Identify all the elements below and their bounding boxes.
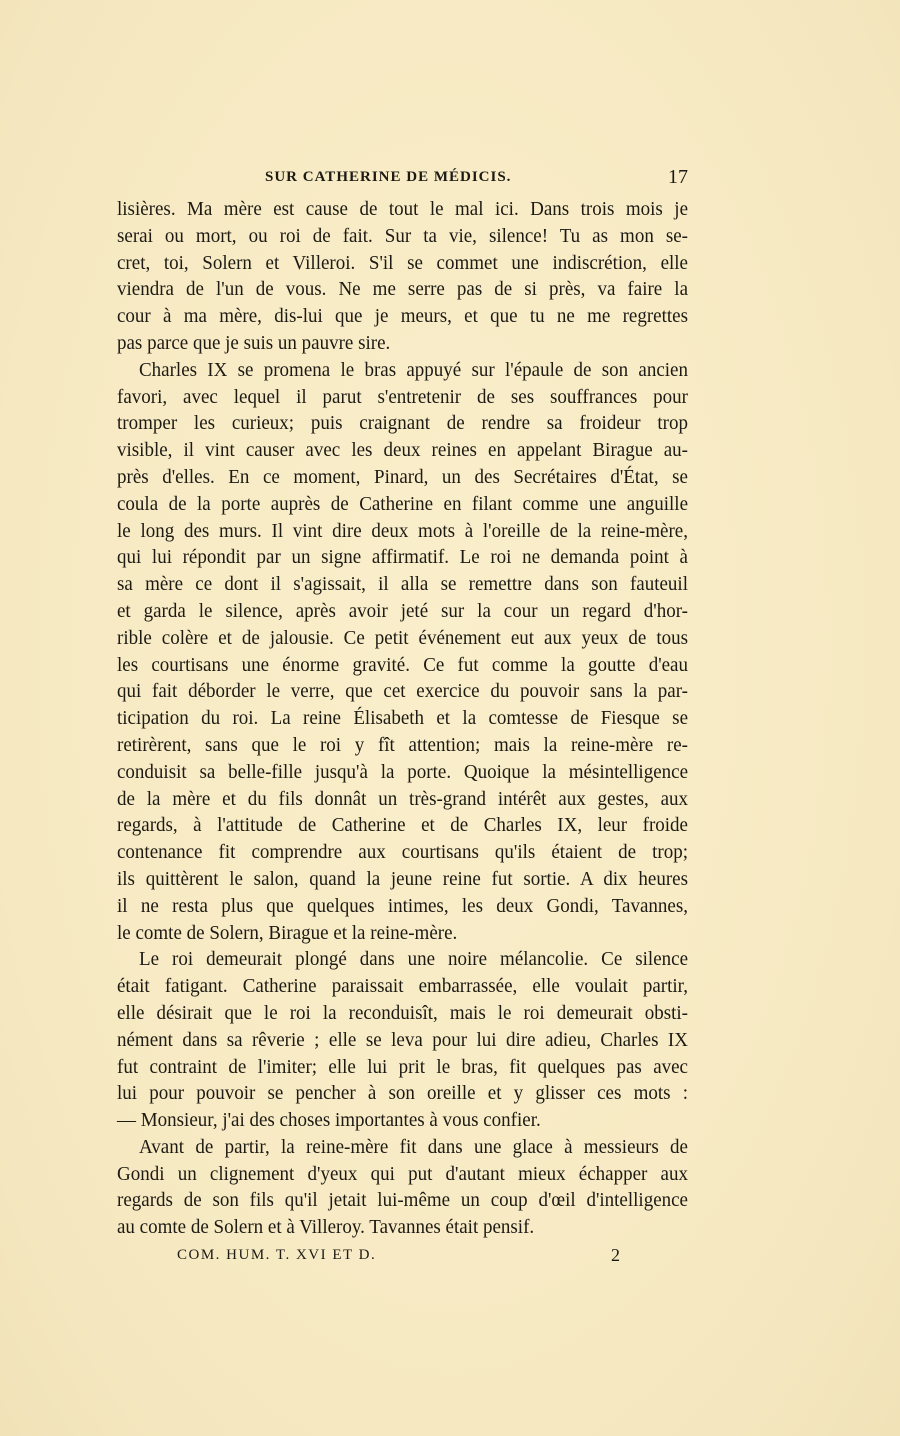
text-line: coula de la porte auprès de Catherine en filant comme une anguille (117, 493, 688, 516)
running-header (117, 166, 688, 190)
text-line: près d'elles. En ce moment, Pinard, un des Secrétaires d'État, se (117, 466, 688, 489)
text-line: retirèrent, sans que le roi y fît attention; mais la reine-mère re- (117, 734, 688, 757)
text-line: Avant de partir, la reine-mère fit dans une glace à messieurs de (139, 1136, 688, 1159)
text-line: Gondi un clignement d'yeux qui put d'autant mieux échapper aux (117, 1163, 688, 1186)
text-line: rible colère et de jalousie. Ce petit événement eut aux yeux de tous (117, 627, 688, 650)
page-number: 17 (668, 166, 688, 188)
text-line: ils quittèrent le salon, quand la jeune reine fut sortie. A dix heures (117, 868, 688, 891)
text-line: elle désirait que le roi la reconduisît, mais le roi demeurait obsti- (117, 1002, 688, 1025)
text-line: cour à ma mère, dis-lui que je meurs, et que tu ne me regrettes (117, 305, 688, 328)
page-footer (117, 1245, 688, 1269)
text-line: tromper les curieux; puis craignant de rendre sa froideur trop (117, 412, 688, 435)
text-line: il ne resta plus que quelques intimes, les deux Gondi, Tavannes, (117, 895, 688, 918)
text-line: contenance fit comprendre aux courtisans qu'ils étaient de trop; (117, 841, 688, 864)
text-line: de la mère et du fils donnât un très-grand intérêt aux gestes, aux (117, 787, 688, 811)
text-line: fut contraint de l'imiter; elle lui prit le bras, fit quelques pas avec (117, 1055, 688, 1078)
body-text (117, 197, 688, 1242)
text-line: lisières. Ma mère est cause de tout le mal ici. Dans trois mois je (117, 198, 688, 221)
text-line: était fatigant. Catherine paraissait embarrassée, elle voulait partir, (117, 975, 688, 998)
text-line: qui fait déborder le verre, que cet exercice du pouvoir sans la par- (117, 680, 688, 703)
text-line: favori, avec lequel il parut s'entretenir de ses souffrances pour (117, 386, 688, 409)
text-line: et garda le silence, après avoir jeté sur la cour un regard d'hor- (117, 600, 688, 623)
printer-signature: COM. HUM. T. XVI ET D. (177, 1247, 377, 1263)
text-line: les courtisans une énorme gravité. Ce fut comme la goutte d'eau (117, 653, 688, 677)
running-title: SUR CATHERINE DE MÉDICIS. (265, 169, 512, 185)
text-line: au comte de Solern et à Villeroy. Tavannes était pensif. (117, 1216, 535, 1239)
text-line: conduisit sa belle-fille jusqu'à la porte. Quoique la mésintelligence (117, 761, 688, 784)
text-line: sa mère ce dont il s'agissait, il alla se remettre dans son fauteuil (117, 573, 688, 596)
text-line: serai ou mort, ou roi de fait. Sur ta vie, silence! Tu as mon se- (117, 225, 688, 248)
sheet-number: 2 (611, 1245, 622, 1265)
text-line: regards, à l'attitude de Catherine et de Charles IX, leur froide (117, 814, 688, 837)
text-line: qui lui répondit par un signe affirmatif. Le roi ne demanda point à (117, 546, 688, 569)
text-line: visible, il vint causer avec les deux reines en appelant Birague au- (117, 439, 688, 462)
text-line: le long des murs. Il vint dire deux mots à l'oreille de la reine-mère, (117, 519, 688, 543)
text-line: Le roi demeurait plongé dans une noire mélancolie. Ce silence (139, 948, 688, 971)
text-line: lui pour pouvoir se pencher à son oreille et y glisser ces mots : (117, 1082, 688, 1105)
text-line: viendra de l'un de vous. Ne me serre pas de si près, va faire la (117, 278, 688, 301)
text-line: nément dans sa rêverie ; elle se leva pour lui dire adieu, Charles IX (117, 1029, 688, 1052)
text-line: le comte de Solern, Birague et la reine-mère. (117, 921, 458, 944)
text-line: pas parce que je suis un pauvre sire. (117, 332, 391, 355)
text-line: cret, toi, Solern et Villeroi. S'il se commet une indiscrétion, elle (117, 252, 688, 275)
text-line: ticipation du roi. La reine Élisabeth et la comtesse de Fiesque se (117, 707, 688, 730)
text-line: regards de son fils qu'il jetait lui-même un coup d'œil d'intelligence (117, 1189, 688, 1212)
text-line: — Monsieur, j'ai des choses importantes à vous confier. (117, 1109, 541, 1132)
text-line: Charles IX se promena le bras appuyé sur l'épaule de son ancien (139, 359, 688, 382)
